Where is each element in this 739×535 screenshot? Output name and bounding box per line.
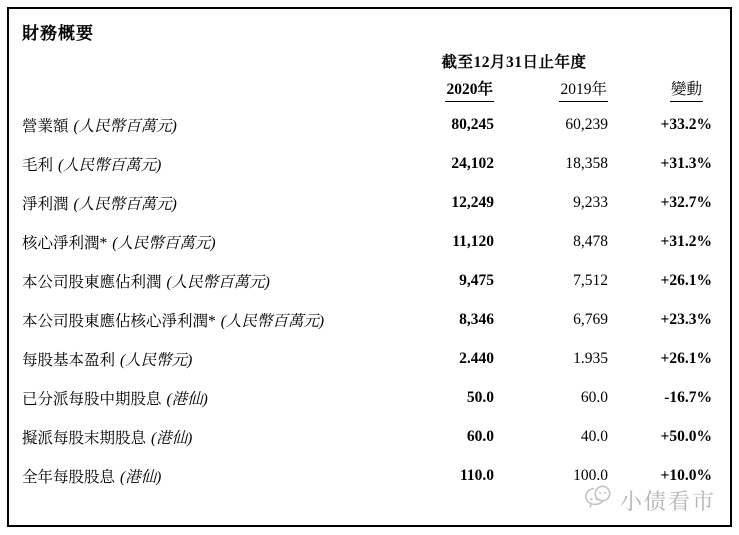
value-change: +50.0% (660, 427, 712, 445)
table-row (20, 105, 712, 144)
value-change: +31.3% (660, 154, 712, 172)
watermark-text: 小债看市 (619, 489, 716, 514)
value-2019: 60,239 (565, 115, 608, 133)
table-row (20, 183, 712, 222)
value-2020: 2.440 (459, 349, 494, 367)
value-2019: 6,769 (573, 310, 608, 328)
value-change: +10.0% (660, 466, 712, 484)
row-unit: (人民幣百萬元) (73, 117, 177, 135)
row-label: 核心淨利潤* (22, 234, 108, 252)
value-2019: 18,358 (565, 154, 608, 172)
value-2019: 100.0 (573, 466, 608, 484)
column-header-row (20, 72, 712, 105)
table-row (20, 144, 712, 183)
row-label: 擬派每股末期股息 (22, 429, 147, 447)
page-title: 財務概要 (22, 24, 94, 43)
table-row (20, 300, 712, 339)
period-header-row (20, 45, 712, 72)
row-label: 本公司股東應佔利潤 (22, 273, 162, 291)
value-change: +26.1% (660, 271, 712, 289)
value-2019: 7,512 (573, 271, 608, 289)
row-unit: (人民幣百萬元) (73, 195, 177, 213)
financial-summary-table (20, 45, 712, 495)
value-change: +33.2% (660, 115, 712, 133)
row-unit: (港仙) (151, 429, 193, 447)
row-label: 本公司股東應佔核心淨利潤* (22, 312, 216, 330)
value-2020: 80,245 (451, 115, 494, 133)
value-change: +31.2% (660, 232, 712, 250)
value-2020: 24,102 (451, 154, 494, 172)
row-unit: (人民幣百萬元) (58, 156, 162, 174)
value-2019: 40.0 (580, 427, 608, 445)
value-2020: 50.0 (466, 388, 494, 406)
value-2020: 8,346 (459, 310, 494, 328)
value-2020: 9,475 (459, 271, 494, 289)
watermark (582, 484, 716, 517)
value-2019: 9,233 (573, 193, 608, 211)
col-header-change: 變動 (670, 77, 703, 102)
col-header-2020: 2020年 (445, 77, 494, 102)
table-row (20, 222, 712, 261)
value-2019: 8,478 (573, 232, 608, 250)
row-label: 營業額 (22, 117, 69, 135)
value-2020: 12,249 (451, 193, 494, 211)
row-unit: (港仙) (166, 390, 208, 408)
table-border-frame (7, 7, 732, 527)
row-label: 毛利 (22, 156, 54, 174)
value-change: +32.7% (660, 193, 712, 211)
row-unit: (人民幣元) (120, 351, 193, 369)
value-2020: 60.0 (466, 427, 494, 445)
row-label: 全年每股股息 (22, 468, 116, 486)
table-row (20, 339, 712, 378)
row-label: 淨利潤 (22, 195, 69, 213)
value-2019: 60.0 (580, 388, 608, 406)
value-2019: 1.935 (573, 349, 608, 367)
row-unit: (港仙) (120, 468, 162, 486)
table-row (20, 261, 712, 300)
row-unit: (人民幣百萬元) (220, 312, 325, 330)
col-header-2019: 2019年 (559, 77, 608, 102)
value-2020: 11,120 (452, 232, 494, 250)
value-change: -16.7% (664, 388, 712, 406)
table-row (20, 378, 712, 417)
row-unit: (人民幣百萬元) (166, 273, 270, 291)
period-header: 截至12月31日止年度 (441, 54, 587, 71)
value-change: +26.1% (660, 349, 712, 367)
row-unit: (人民幣百萬元) (112, 234, 216, 252)
value-2020: 110.0 (459, 466, 494, 484)
table-row (20, 417, 712, 456)
chat-bubbles-icon (582, 484, 614, 517)
row-label: 每股基本盈利 (22, 351, 116, 369)
row-label: 已分派每股中期股息 (22, 390, 162, 408)
value-change: +23.3% (660, 310, 712, 328)
